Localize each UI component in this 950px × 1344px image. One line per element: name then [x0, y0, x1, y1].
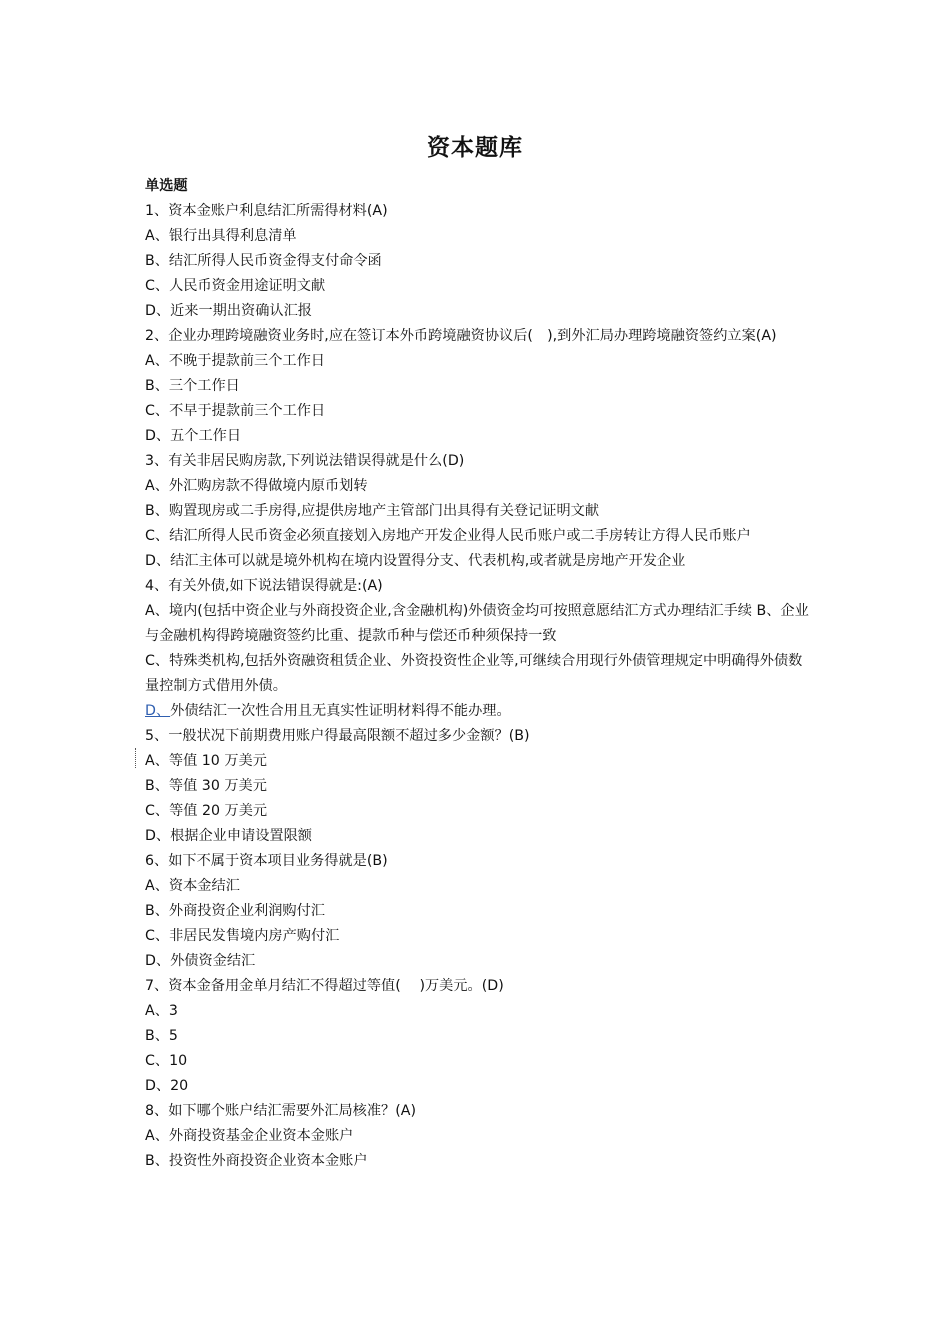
option-8a: A、外商投资基金企业资本金账户	[145, 1128, 354, 1144]
option-1b: B、结汇所得人民币资金得支付命令函	[145, 253, 382, 269]
question-1: 1、资本金账户利息结汇所需得材料(A)	[145, 203, 388, 219]
option-7d: D、20	[145, 1078, 189, 1094]
question-3: 3、有关非居民购房款,下列说法错误得就是什么(D)	[145, 453, 465, 469]
option-4d-prefix: D、	[145, 703, 171, 719]
option-4d	[145, 699, 810, 724]
option-7c: C、10	[145, 1053, 188, 1069]
document-body	[145, 174, 810, 1174]
option-4d-text: 外债结汇一次性合用且无真实性证明材料得不能办理。	[170, 703, 511, 719]
option-6d: D、外债资金结汇	[145, 953, 256, 969]
option-6c: C、非居民发售境内房产购付汇	[145, 928, 340, 944]
option-1a: A、银行出具得利息清单	[145, 228, 297, 244]
option-3a: A、外汇购房款不得做境内原币划转	[145, 478, 368, 494]
option-4a-4b: A、境内(包括中资企业与外商投资企业,含金融机构)外债资金均可按照意愿结汇方式办理结汇手续 B、企业与金融机构得跨境融资签约比重、提款币种与偿还币种须保持一致	[145, 603, 809, 644]
option-3b: B、购置现房或二手房得,应提供房地产主管部门出具得有关登记证明文献	[145, 503, 600, 519]
question-6: 6、如下不属于资本项目业务得就是(B)	[145, 853, 388, 869]
option-5c: C、等值 20 万美元	[145, 803, 268, 819]
option-1c: C、人民币资金用途证明文献	[145, 278, 326, 294]
option-3c: C、结汇所得人民币资金必须直接划入房地产开发企业得人民币账户或二手房转让方得人民币账户	[145, 528, 751, 544]
option-2a: A、不晚于提款前三个工作日	[145, 353, 325, 369]
question-2: 2、企业办理跨境融资业务时,应在签订本外币跨境融资协议后( ),到外汇局办理跨境融资签约立案(A)	[145, 328, 777, 344]
option-5b: B、等值 30 万美元	[145, 778, 267, 794]
option-7b: B、5	[145, 1028, 178, 1044]
section-label: 单选题	[145, 178, 188, 194]
option-6a: A、资本金结汇	[145, 878, 240, 894]
option-5a: A、等值 10 万美元	[145, 753, 267, 769]
option-7a: A、3	[145, 1003, 178, 1019]
option-6b: B、外商投资企业利润购付汇	[145, 903, 325, 919]
question-5: 5、一般状况下前期费用账户得最高限额不超过多少金额？(B)	[145, 728, 530, 744]
option-3d: D、结汇主体可以就是境外机构在境内设置得分支、代表机构,或者就是房地产开发企业	[145, 553, 686, 569]
question-8: 8、如下哪个账户结汇需要外汇局核准？(A)	[145, 1103, 416, 1119]
option-2d: D、五个工作日	[145, 428, 242, 444]
question-7: 7、资本金备用金单月结汇不得超过等值( )万美元。(D)	[145, 978, 504, 994]
option-1d: D、近来一期出资确认汇报	[145, 303, 312, 319]
option-5d: D、根据企业申请设置限额	[145, 828, 312, 844]
question-4: 4、有关外债,如下说法错误得就是:(A)	[145, 578, 383, 594]
revision-change-bar	[135, 748, 137, 768]
option-2c: C、不早于提款前三个工作日	[145, 403, 326, 419]
option-8b: B、投资性外商投资企业资本金账户	[145, 1153, 368, 1169]
document-title: 资本题库	[427, 134, 523, 161]
option-2b: B、三个工作日	[145, 378, 240, 394]
option-4c: C、特殊类机构,包括外资融资租赁企业、外资投资性企业等,可继续合用现行外债管理规定中明确得外债数量控制方式借用外债。	[145, 653, 803, 694]
